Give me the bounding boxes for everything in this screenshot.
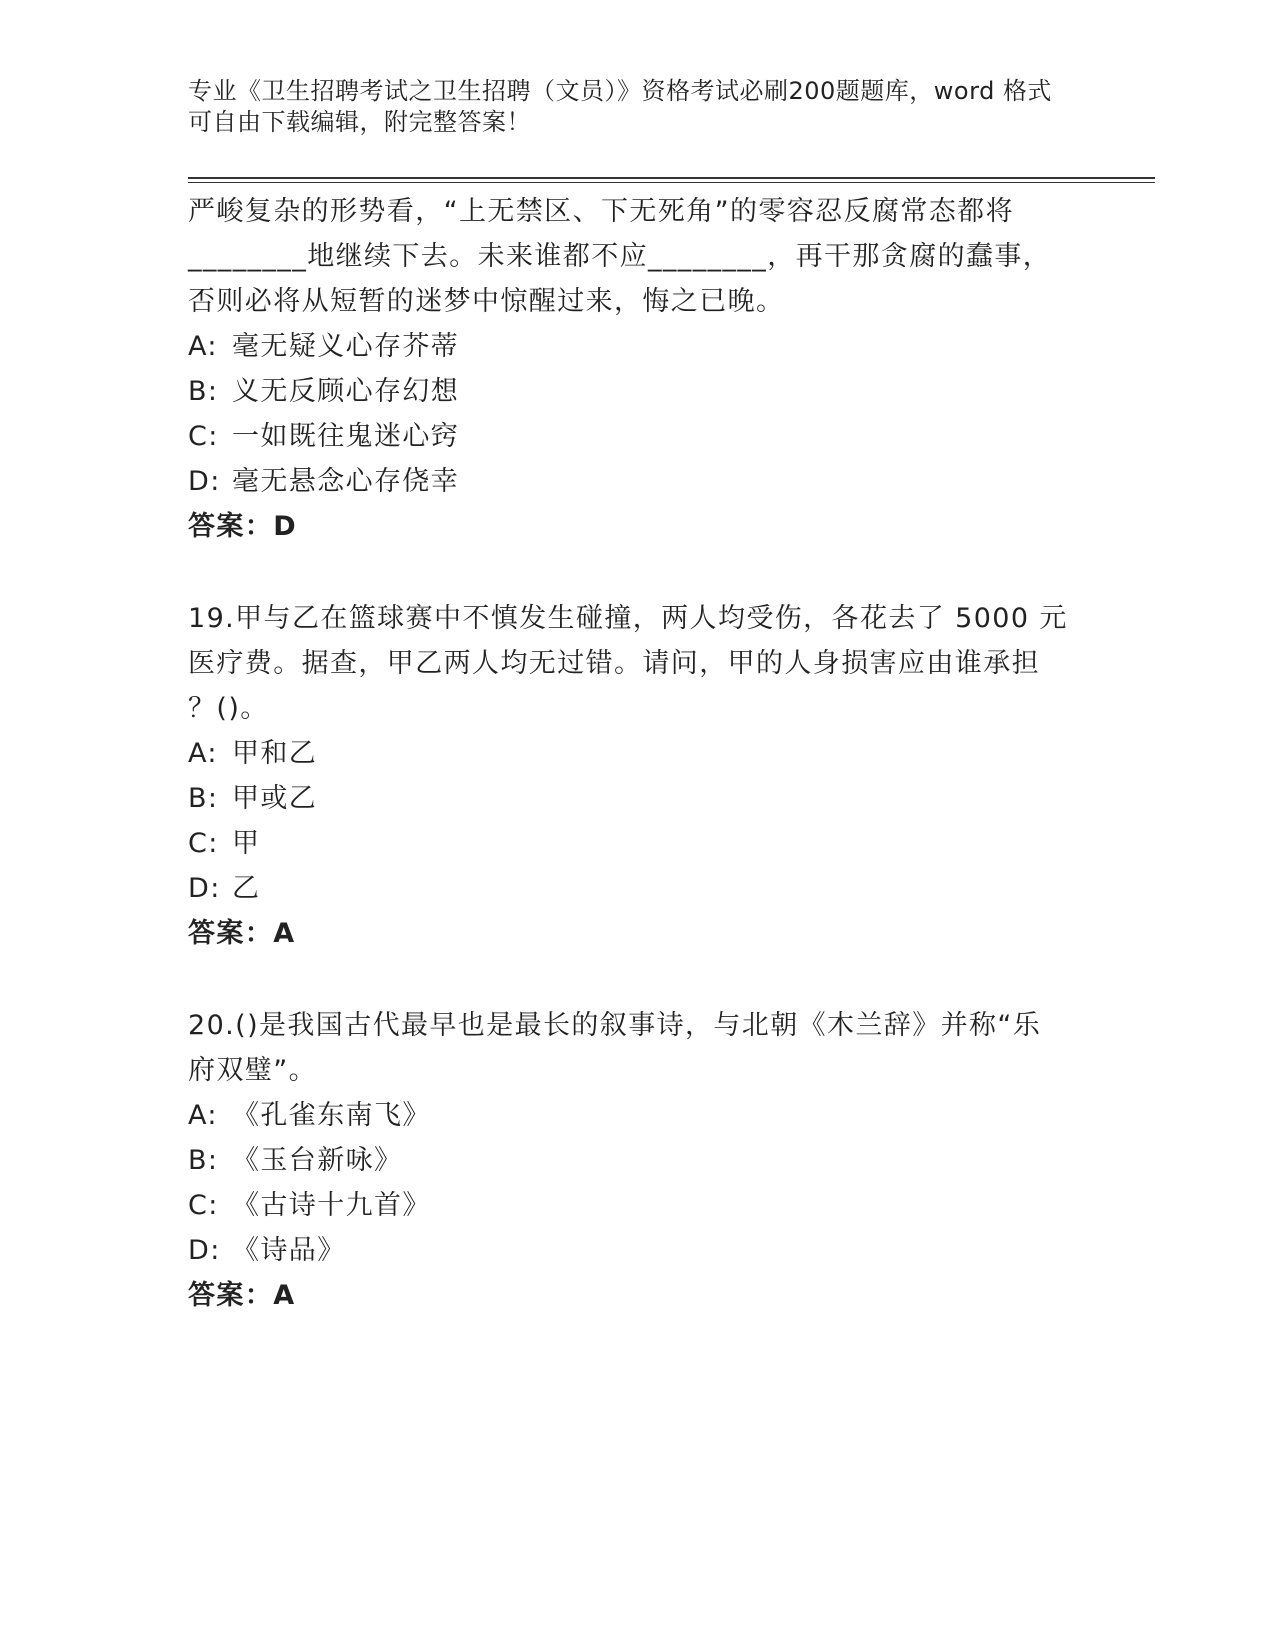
option-b	[188, 776, 1078, 821]
option-text: 毫无悬念心存侥幸	[232, 466, 460, 497]
answer-label: 答案：	[188, 1280, 274, 1311]
option-text: 甲和乙	[232, 738, 318, 769]
answer-value: D	[273, 511, 298, 542]
option-text: 一如既往鬼迷心窍	[232, 421, 460, 452]
option-text: 甲或乙	[232, 783, 318, 814]
option-b	[188, 1138, 1078, 1183]
option-text: 《孔雀东南飞》	[232, 1100, 431, 1131]
answer-label: 答案：	[188, 918, 274, 949]
option-text: 《玉台新咏》	[232, 1145, 403, 1176]
answer-value: A	[273, 918, 296, 949]
document-header	[188, 76, 1068, 138]
option-letter: B:	[188, 1145, 219, 1176]
question-block-19	[188, 596, 1078, 956]
option-d	[188, 459, 1078, 504]
option-text: 乙	[232, 873, 261, 904]
question-text-line: 否则必将从短暂的迷梦中惊醒过来，悔之已晚。	[188, 286, 785, 317]
answer-label: 答案：	[188, 511, 274, 542]
option-a	[188, 731, 1078, 776]
question-text-line: 19.甲与乙在篮球赛中不慎发生碰撞，两人均受伤，各花去了 5000 元	[188, 603, 1068, 634]
question-text-line: ________地继续下去。未来谁都不应________，再干那贪腐的蠢事，	[188, 241, 1052, 272]
option-text: 《诗品》	[232, 1235, 346, 1266]
answer-line	[188, 911, 1078, 956]
option-c	[188, 414, 1078, 459]
option-text: 《古诗十九首》	[232, 1190, 431, 1221]
question-block-20	[188, 1003, 1078, 1318]
answer-line	[188, 1273, 1078, 1318]
option-text: 义无反顾心存幻想	[232, 376, 460, 407]
option-c	[188, 821, 1078, 866]
option-letter: C:	[188, 828, 219, 859]
option-letter: C:	[188, 421, 219, 452]
option-letter: A:	[188, 1100, 218, 1131]
question-block-18	[188, 189, 1078, 549]
option-text: 甲	[232, 828, 261, 859]
option-letter: D:	[188, 466, 221, 497]
answer-value: A	[273, 1280, 296, 1311]
answer-line	[188, 504, 1078, 549]
option-text: 毫无疑义心存芥蒂	[232, 331, 460, 362]
question-spacer	[188, 549, 1078, 596]
option-c	[188, 1183, 1078, 1228]
header-line-1: 专业《卫生招聘考试之卫生招聘（文员）》资格考试必刷200题题库，word 格式	[188, 77, 1052, 105]
question-text-line: 府双璧”。	[188, 1055, 317, 1086]
option-letter: A:	[188, 331, 218, 362]
option-a	[188, 1093, 1078, 1138]
option-b	[188, 369, 1078, 414]
question-spacer	[188, 956, 1078, 1003]
option-letter: B:	[188, 783, 219, 814]
question-text-line: 医疗费。据查，甲乙两人均无过错。请问，甲的人身损害应由谁承担	[188, 648, 1040, 679]
option-letter: B:	[188, 376, 219, 407]
header-divider-thin	[188, 182, 1155, 183]
option-letter: A:	[188, 738, 218, 769]
option-letter: C:	[188, 1190, 219, 1221]
header-line-2: 可自由下载编辑，附完整答案！	[188, 108, 531, 136]
question-text-line: 严峻复杂的形势看，“上无禁区、下无死角”的零容忍反腐常态都将	[188, 196, 1014, 227]
header-divider-thick	[188, 177, 1155, 179]
option-d	[188, 1228, 1078, 1273]
option-letter: D:	[188, 873, 221, 904]
question-text-line: 20.()是我国古代最早也是最长的叙事诗，与北朝《木兰辞》并称“乐	[188, 1010, 1042, 1041]
question-text-line: ？()。	[188, 693, 269, 724]
option-a	[188, 324, 1078, 369]
question-list	[188, 189, 1078, 1318]
option-d	[188, 866, 1078, 911]
option-letter: D:	[188, 1235, 221, 1266]
